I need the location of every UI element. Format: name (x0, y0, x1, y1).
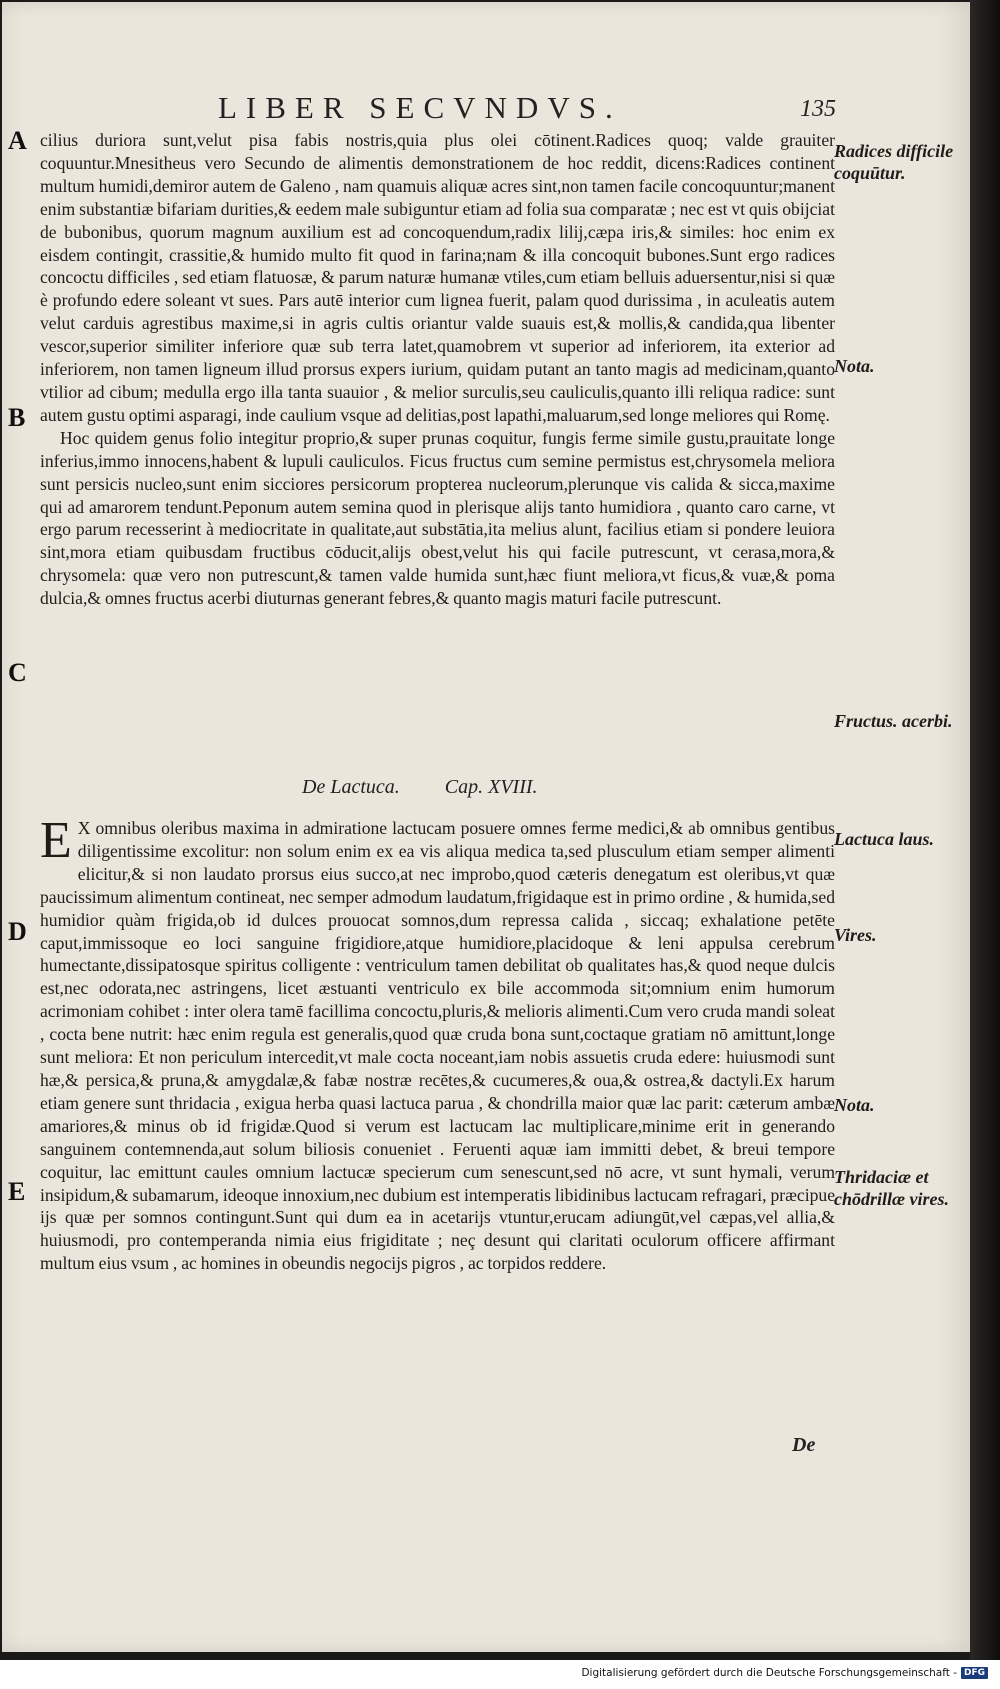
chapter-heading (302, 776, 538, 799)
section-marker-e: E (8, 1177, 26, 1206)
page-number: 135 (800, 96, 836, 122)
drop-cap: E (40, 812, 72, 869)
margin-note-nota-1: Nota. (834, 356, 875, 376)
margin-note-vires: Vires. (834, 925, 877, 945)
main-text-block (40, 129, 835, 610)
margin-note-lactuca-laus: Lactuca laus. (834, 829, 935, 849)
section-marker-b: B (8, 403, 26, 432)
section-marker-c: C (8, 658, 27, 687)
book-page (2, 2, 970, 1652)
margin-note-radices: Radices difficile coquūtur. (834, 141, 954, 183)
footer-text: Digitalisierung gefördert durch die Deutsche Forschungsgemeinschaft - (581, 1667, 957, 1679)
margin-note-fructus: Fructus. acerbi. (834, 711, 953, 731)
paragraph-3-text: X omnibus oleribus maxima in admiratione lactucam posuere omnes ferme medici,& ab omnibus gentibus diligentissime excolitur: non solum enim ex ea vis aliqua medica ta,sed plusculum etiam semper alimenti elicitur,& si non laudato prorsus eius succo,at nec improbo,quod cæteris denegatum est oleribus,vt quæ paucissimum alimentum contineat, nec semper admodum laudatum,frigidaque est in primo ordine , & humida,sed humidior quàm frigida,ob id dulces prouocat somnos,dum repressa calida , siccaq; exhalatione petēte caput,immissoque eo loci sanguine frigidiore,atque humidiore,placidoque & leni appulsa cerebrum humectante,dissipatosque spiritus colligente : ventriculum tamen debilitat ob qualitates has,& quod neque dulcis est,nec odorata,nec astringens, licet æstuanti ventriculo ex bile accommoda sit;omnium enim humorum acrimoniam cohibet : inter olera tamē facillima concoctu,pluris,& melioris alimenti.Cum vero cruda mandi soleat , cocta bene nutrit: hæc enim regula est generalis,quod quæ cruda bona sunt,coctaque gratiam nō amittunt,longe sunt meliora: Et non periculum intercedit,vt male cocta noceant,iam nobis assuetis cruda edere: huiusmodi sunt hæ,& persica,& pruna,& amygdalæ,& fabæ nostræ recētes,& cucumeres,& oua,& ostrea,& dactyli.Ex harum etiam genere sunt thridacia , exigua herba quasi lactuca parua , & chondrilla maior quæ lac parit: cæterum ambæ amariores,& minus ob id frigidæ.Quod si verum est lactucam lac multiplicare,minime erit in generando sanguinem contemnenda,aut solum biliosis conueniet . Feruenti aquæ iam immitti debet, & breui tempore coquitur, lac emittunt caules omnium lactucæ specierum cum senescunt,sed nō acre, vt sunt hymali, verum insipidum,& subamarum, ideoque innoxium,nec dubium est intemperatis libidinibus lactucam refragari, præcipue ijs quæ per somnos contingunt.Sunt qui dum ea in acetarijs vtuntur,erucam adiungūt,vel cæpas,vel allia,& huiusmodi, pro contemperanda nimia eius frigiditate ; neç desunt qui claritati oculorum officere affirmant multum eius vsum , ac homines in obeundis negocijs pigros , ac torpidos reddere. (40, 818, 835, 1274)
margin-note-nota-2: Nota. (834, 1095, 875, 1115)
paragraph-2: Hoc quidem genus folio integitur proprio,& super prunas coquitur, fungis ferme simile gustu,prauitate longe inferius,immo innocens,habent & lupuli cauliculos. Ficus fructus cum semine permistus est,chrysomela meliora sunt persicis nucleo,sunt enim sicciores persicorum propterea nucleorum,plerunque vis calida & sicca,maxime qui ad amarorem tendunt.Peponum autem semina quod in plerisque alijs tanto humidiora , quanto caro carne, vt ergo parum recesserint à mediocritate in qualitate,aut substātia,ita melius alunt, facilius etiam si pondere leuiora sint,mora etiam quibusdam fructibus cōducit,alijs obest,velut his qui facile putrescunt, vt cerasa,mora,& chrysomela: quæ vero non putrescunt,& tamen valde humida sunt,hæc fiunt meliora,vt ficus,& vuæ,& poma dulcia,& omnes fructus acerbi diuturnas generant febres,& quanto magis maturi facile putrescunt. (40, 427, 835, 609)
margin-note-thridacia: Thridaciæ et chōdrillæ vires. (834, 1167, 949, 1209)
chapter-text-block (40, 812, 835, 1275)
catchword: De (792, 1434, 816, 1456)
running-title: LIBER SECVNDVS. (218, 90, 622, 125)
section-marker-a: A (8, 126, 27, 155)
paragraph-1: cilius duriora sunt,velut pisa fabis nostris,quia plus olei cōtinent.Radices quoq; valde grauiter coquuntur.Mnesitheus vero Secundo de alimentis demonstrationem de hoc reddit, dicens:Radices continent multum humidi,demiror autem de Galeno , nam quamuis aliquæ acres sint,non tamen facile concoquuntur;manent enim substantiæ bifariam durities,& eedem male subiguntur etiam ad folia sua comparatæ ; nec est vt quis obijciat de bubonibus, quorum magnum auxilium est ad concoquendum,radix lilij,cæpa iris,& similes: hoc enim ex eisdem contingit, crassitie,& humido multo fit quod in farina;nam & illa concoquit bubones.Sunt ergo radices concoctu difficiles , sed etiam flatuosæ, & parum naturæ humanæ vtiles,cum etiam belluis aduersentur,nisi si quæ è profundo edere soleant vt sues. Pars autē interior cum lignea fuerit, palam quod durissima , in aculeatis autem velut carduis agrestibus maxime,si in agris cultis oriantur valde suauis est,& mollis,& candida,qua libenter vescor,superior similiter inferiore quæ sub terra latet,quamobrem vt superior ad inferiorem, ita exterior ad inferiorem, non tamen ligneum illud prorsus expers iurium, quidam putant an tanto magis ad medicinam,quanto vtilior ad cibum; medulla ergo illa tanta suauior , & melior surculis,seu cauliculis,quanto illi reliqua radice: sunt autem gustu optimi asparagi, inde caulium vsque ad delitias,post lapathi,maluarum,sed longe meliores qui Romę. (40, 130, 835, 425)
chapter-title: De Lactuca. (302, 776, 400, 798)
section-marker-d: D (8, 917, 27, 946)
paragraph-3 (40, 812, 835, 1275)
digitization-footer (581, 1667, 988, 1679)
page-edge (970, 0, 1000, 1660)
dfg-logo: DFG (961, 1667, 988, 1679)
chapter-number: Cap. XVIII. (444, 776, 538, 798)
